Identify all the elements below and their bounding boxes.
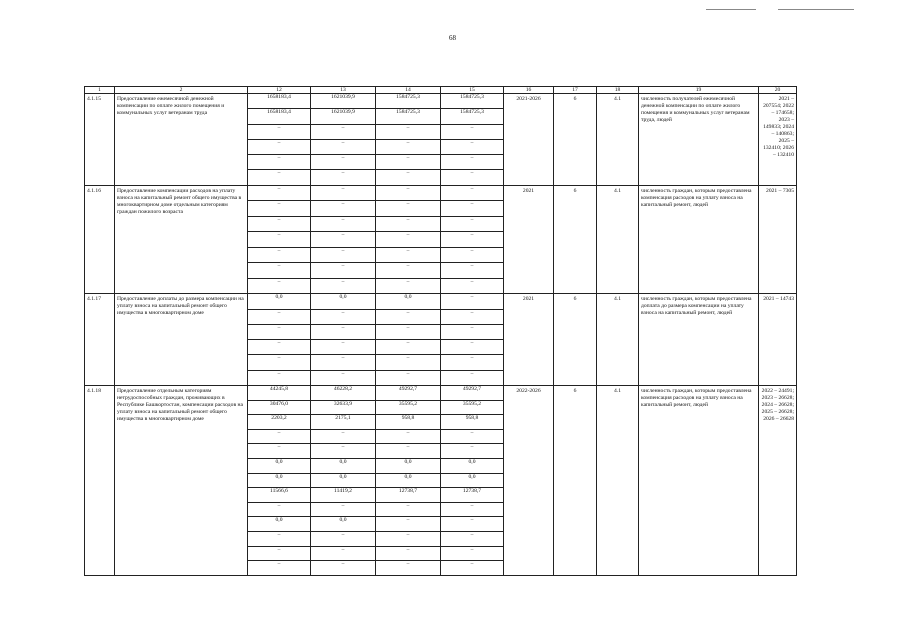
value-cell: 35595,2 (376, 400, 441, 415)
value-cell: – (248, 561, 311, 576)
page-number: 68 (449, 34, 456, 42)
value-cell: – (376, 502, 441, 517)
item-number: 4.1.18 (85, 386, 115, 576)
value-cell: – (248, 429, 311, 444)
value-cell: – (441, 546, 504, 561)
value-cell: – (311, 355, 376, 370)
value-cell: – (311, 247, 376, 263)
targets-cell: 2021 – 14743 (759, 294, 797, 386)
value-cell: – (376, 139, 441, 154)
col17-cell: 6 (554, 294, 597, 386)
value-cell: 1584725,3 (441, 94, 504, 109)
value-cell: 0,0 (441, 473, 504, 488)
value-cell: 1621039,9 (311, 94, 376, 109)
value-cell: 0,0 (248, 294, 311, 309)
col18-cell: 4.1 (597, 185, 639, 294)
value-cell: – (248, 340, 311, 355)
value-cell: 0,0 (376, 473, 441, 488)
value-cell: – (376, 155, 441, 170)
value-cell: – (441, 561, 504, 576)
value-cell: – (311, 370, 376, 385)
value-cell: – (311, 263, 376, 279)
value-cell: 0,0 (311, 473, 376, 488)
item-number: 4.1.15 (85, 94, 115, 186)
value-cell: – (248, 247, 311, 263)
value-cell: 2175,1 (311, 415, 376, 430)
value-cell: – (376, 232, 441, 248)
value-cell: – (441, 216, 504, 232)
value-cell: 1658183,4 (248, 94, 311, 109)
col17-cell: 6 (554, 94, 597, 186)
value-cell: – (441, 429, 504, 444)
value-cell: – (441, 370, 504, 385)
value-cell: – (441, 263, 504, 279)
value-cell: – (441, 139, 504, 154)
value-cell: 11566,6 (248, 488, 311, 503)
value-cell: – (311, 429, 376, 444)
header-cell: 13 (311, 87, 376, 94)
value-cell: – (248, 201, 311, 217)
value-cell: – (441, 278, 504, 294)
value-cell: 0,0 (376, 294, 441, 309)
value-cell: – (376, 201, 441, 217)
value-cell: 1621039,9 (311, 109, 376, 124)
value-cell: – (311, 278, 376, 294)
value-cell: – (248, 502, 311, 517)
value-cell: – (248, 370, 311, 385)
item-number: 4.1.17 (85, 294, 115, 386)
value-cell: 0,0 (311, 294, 376, 309)
value-cell: – (376, 340, 441, 355)
value-cell: – (441, 324, 504, 339)
value-cell: 35595,2 (441, 400, 504, 415)
value-cell: – (376, 517, 441, 532)
item-name: Предоставление компенсации расходов на уплату взноса на капитальный ремонт общего имущества в многоквартирном доме отдельным категориям граждан пожилого возраста (115, 185, 248, 294)
value-cell: – (441, 532, 504, 547)
value-cell: – (248, 546, 311, 561)
value-cell: – (311, 340, 376, 355)
value-cell: – (248, 216, 311, 232)
value-cell: – (248, 170, 311, 185)
header-cell: 1 (85, 87, 115, 94)
value-cell: – (376, 444, 441, 459)
value-cell: – (311, 502, 376, 517)
value-cell: – (311, 139, 376, 154)
value-cell: – (248, 532, 311, 547)
targets-cell: 2021 – 207554; 2022 – 174658; 2023 – 149833; 2024 – 140863; 2025 – 132410; 2026 – 132410 (759, 94, 797, 186)
value-cell: 0,0 (441, 459, 504, 474)
header-cell: 19 (639, 87, 759, 94)
item-name: Предоставление ежемесячной денежной компенсации по оплате жилого помещения и коммунальных услуг ветеранам труда (115, 94, 248, 186)
value-cell: – (376, 247, 441, 263)
value-cell: – (441, 340, 504, 355)
value-cell: – (248, 309, 311, 324)
value-cell: 49292,7 (441, 386, 504, 401)
col18-cell: 4.1 (597, 386, 639, 576)
value-cell: – (376, 532, 441, 547)
value-cell: – (311, 201, 376, 217)
value-cell: – (441, 201, 504, 217)
header-cell: 16 (504, 87, 554, 94)
header-cell: 20 (759, 87, 797, 94)
value-cell: – (248, 185, 311, 201)
value-cell: 0,0 (376, 459, 441, 474)
value-cell: 1584725,3 (441, 109, 504, 124)
value-cell: 12738,7 (376, 488, 441, 503)
value-cell: – (311, 124, 376, 139)
value-cell: 0,0 (311, 517, 376, 532)
header-cell: 12 (248, 87, 311, 94)
value-cell: – (248, 263, 311, 279)
program-table (84, 86, 797, 576)
value-cell: 0,0 (311, 459, 376, 474)
period-cell: 2021 (504, 294, 554, 386)
value-cell: 12738,7 (441, 488, 504, 503)
item-name: Предоставление доплаты до размера компенсации на уплату взноса на капитальный ремонт общего имущества в многоквартирном доме (115, 294, 248, 386)
value-cell: – (441, 517, 504, 532)
top-rule-right (778, 9, 854, 10)
header-row (85, 87, 797, 94)
value-cell: – (376, 263, 441, 279)
value-cell: – (311, 309, 376, 324)
value-cell: – (248, 139, 311, 154)
indicator-cell: численность получателей ежемесячной денежной компенсации по оплате жилого помещения и коммунальных услуг ветеранам труда, людей (639, 94, 759, 186)
value-cell: – (248, 278, 311, 294)
targets-cell: 2022 – 24491; 2023 – 26628; 2024 – 26628; 2025 – 26628; 2026 – 26628 (759, 386, 797, 576)
value-cell: – (311, 532, 376, 547)
value-cell: 30476,0 (248, 400, 311, 415)
value-cell: 11419,2 (311, 488, 376, 503)
item-number: 4.1.16 (85, 185, 115, 294)
value-cell: – (311, 324, 376, 339)
item-name: Предоставление отдельным категориям нетрудоспособных граждан, проживающих в Республике Башкортостан, компенсации расходов на уплату взноса на капитальный ремонт общего имущества в многоквартирном доме (115, 386, 248, 576)
period-cell: 2022-2026 (504, 386, 554, 576)
value-cell: – (248, 324, 311, 339)
period-cell: 2021 (504, 185, 554, 294)
value-cell: – (311, 444, 376, 459)
value-cell: – (311, 155, 376, 170)
value-cell: – (441, 155, 504, 170)
value-cell: – (441, 185, 504, 201)
value-cell: – (376, 278, 441, 294)
value-cell: 46228,2 (311, 386, 376, 401)
value-cell: – (248, 355, 311, 370)
value-cell: – (441, 355, 504, 370)
col17-cell: 6 (554, 185, 597, 294)
value-cell: – (441, 170, 504, 185)
value-cell: – (376, 429, 441, 444)
value-cell: – (441, 247, 504, 263)
value-cell: 1584725,3 (376, 94, 441, 109)
value-cell: – (376, 216, 441, 232)
header-cell: 17 (554, 87, 597, 94)
value-cell: – (248, 232, 311, 248)
value-cell: – (376, 546, 441, 561)
value-cell: 958,8 (441, 415, 504, 430)
header-cell: 15 (441, 87, 504, 94)
value-cell: – (376, 355, 441, 370)
value-cell: 958,8 (376, 415, 441, 430)
value-cell: – (248, 155, 311, 170)
table-row (85, 185, 797, 201)
value-cell: 1658183,4 (248, 109, 311, 124)
value-cell: – (311, 216, 376, 232)
value-cell: – (248, 444, 311, 459)
value-cell: – (311, 561, 376, 576)
table-row (85, 294, 797, 309)
value-cell: – (376, 170, 441, 185)
period-cell: 2021-2026 (504, 94, 554, 186)
col17-cell: 6 (554, 386, 597, 576)
col18-cell: 4.1 (597, 94, 639, 186)
value-cell: 1584725,3 (376, 109, 441, 124)
value-cell: – (441, 502, 504, 517)
value-cell: 49292,7 (376, 386, 441, 401)
value-cell: – (311, 232, 376, 248)
indicator-cell: численность граждан, которым предоставлена доплата до размера компенсации на уплату взноса на капитальный ремонт, людей (639, 294, 759, 386)
indicator-cell: численность граждан, которым предоставлена компенсация расходов на уплату взноса на капитальный ремонт, людей (639, 386, 759, 576)
indicator-cell: численность граждан, которым предоставлена компенсация расходов на уплату взноса на капитальный ремонт, людей (639, 185, 759, 294)
value-cell: – (376, 124, 441, 139)
value-cell: 0,0 (248, 473, 311, 488)
value-cell: – (441, 444, 504, 459)
value-cell: – (441, 294, 504, 309)
value-cell: – (441, 309, 504, 324)
value-cell: – (376, 324, 441, 339)
value-cell: – (376, 309, 441, 324)
header-cell: 18 (597, 87, 639, 94)
value-cell: – (311, 185, 376, 201)
value-cell: 0,0 (248, 517, 311, 532)
value-cell: – (311, 170, 376, 185)
table-row (85, 94, 797, 109)
targets-cell: 2021 – 7305 (759, 185, 797, 294)
value-cell: – (441, 232, 504, 248)
value-cell: – (441, 124, 504, 139)
value-cell: – (376, 561, 441, 576)
value-cell: 32633,9 (311, 400, 376, 415)
header-cell: 2 (115, 87, 248, 94)
value-cell: – (376, 370, 441, 385)
value-cell: 2203,2 (248, 415, 311, 430)
value-cell: – (376, 185, 441, 201)
value-cell: 0,0 (248, 459, 311, 474)
value-cell: – (311, 546, 376, 561)
value-cell: 44245,8 (248, 386, 311, 401)
col18-cell: 4.1 (597, 294, 639, 386)
table-row (85, 386, 797, 401)
value-cell: – (248, 124, 311, 139)
header-cell: 14 (376, 87, 441, 94)
top-rule-left (706, 9, 756, 10)
